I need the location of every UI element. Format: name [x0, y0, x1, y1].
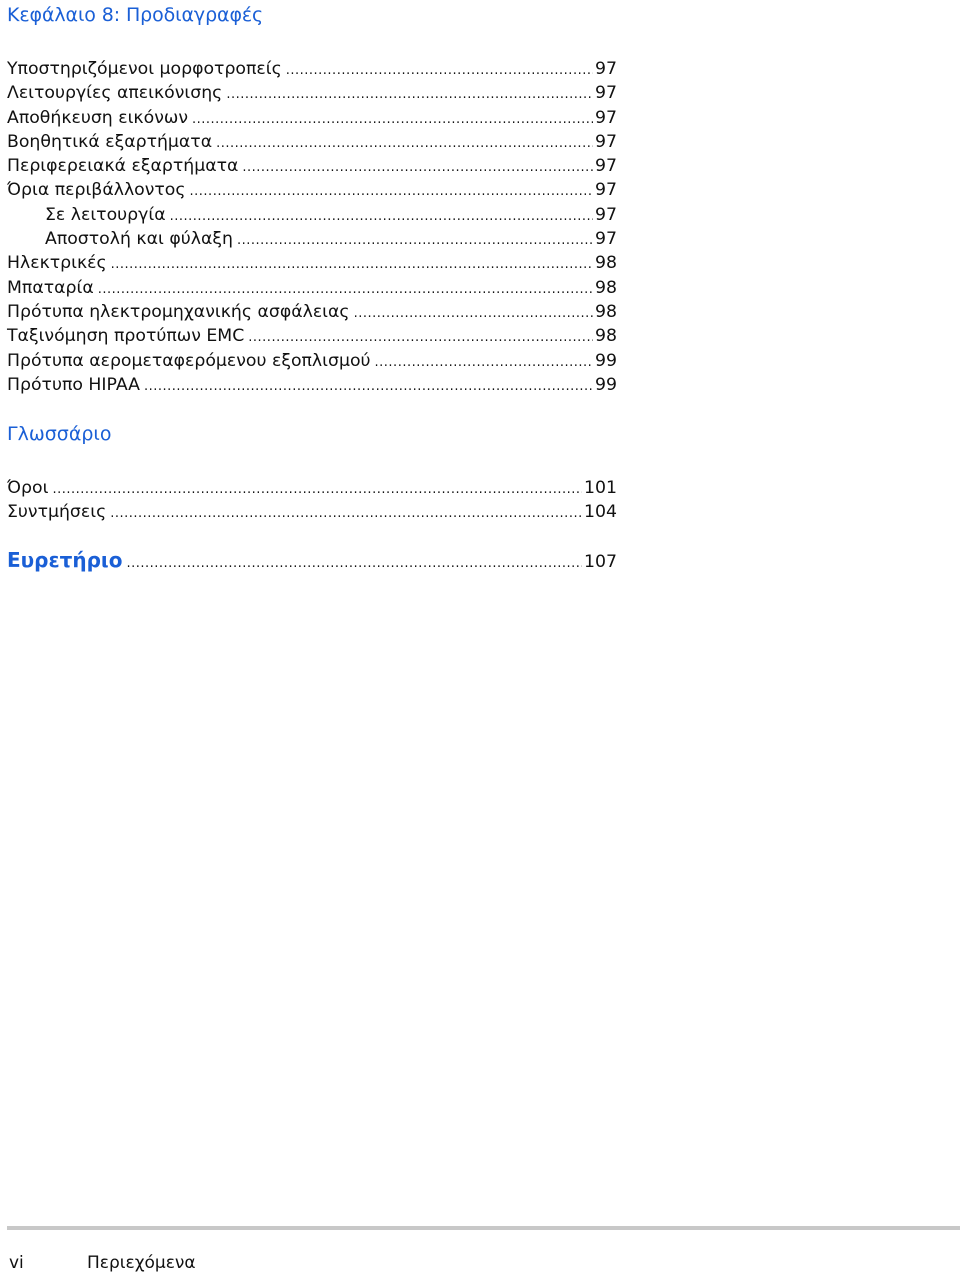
toc-entry-label: Βοηθητικά εξαρτήματα: [7, 131, 213, 152]
toc-entry-label: Πρότυπα αερομεταφερόμενου εξοπλισμού: [7, 350, 371, 371]
footer-section-title: Περιεχόμενα: [87, 1253, 196, 1273]
toc-entry-label: Όρια περιβάλλοντος: [7, 180, 186, 201]
index-toc-entry[interactable]: [7, 548, 617, 572]
glossary-toc-list: [7, 476, 617, 525]
toc-entry-label: Ταξινόμηση προτύπων EMC: [7, 326, 245, 347]
toc-entry-page: 98: [595, 326, 617, 347]
toc-entry[interactable]: [7, 476, 617, 500]
toc-entry[interactable]: [7, 500, 617, 524]
toc-entry[interactable]: [7, 130, 617, 154]
toc-entry-page: 97: [595, 180, 617, 201]
toc-entry-label: Αποστολή και φύλαξη: [45, 229, 233, 250]
toc-entry-label: Αποθήκευση εικόνων: [7, 107, 188, 128]
toc-entry-page: 98: [595, 253, 617, 274]
toc-dot-leader: [248, 326, 593, 350]
toc-entry-page: 97: [595, 59, 617, 79]
toc-entry-label: Όροι: [7, 478, 49, 498]
chapter-toc-list: [7, 57, 617, 397]
toc-entry[interactable]: [7, 251, 617, 275]
toc-dot-leader: [190, 180, 593, 204]
toc-entry[interactable]: [7, 178, 617, 202]
toc-entry[interactable]: [7, 373, 617, 397]
toc-dot-leader: [286, 59, 593, 83]
toc-entry-page: 97: [595, 131, 617, 152]
footer-divider: [7, 1226, 960, 1230]
toc-entry-page: 101: [584, 478, 617, 498]
toc-entry-label: Μπαταρία: [7, 277, 94, 298]
toc-dot-leader: [144, 375, 593, 399]
toc-entry-label: Υποστηριζόμενοι μορφοτροπείς: [7, 59, 282, 79]
footer-page-number: vi: [9, 1253, 24, 1273]
toc-entry-page: 97: [595, 229, 617, 250]
toc-dot-leader: [242, 156, 593, 180]
toc-dot-leader: [237, 229, 593, 253]
toc-dot-leader: [110, 502, 582, 526]
toc-entry-page: 97: [595, 156, 617, 177]
toc-dot-leader: [226, 83, 593, 107]
toc-dot-leader: [354, 302, 593, 326]
toc-entry-label: Ηλεκτρικές: [7, 253, 107, 274]
toc-entry-label: Περιφερειακά εξαρτήματα: [7, 156, 239, 177]
toc-entry-page: 97: [595, 204, 617, 225]
toc-dot-leader: [98, 278, 593, 302]
chapter-heading[interactable]: Κεφάλαιο 8: Προδιαγραφές: [7, 4, 264, 26]
toc-entry-label: Πρότυπα ηλεκτρομηχανικής ασφάλειας: [7, 301, 350, 322]
toc-entry-page: 99: [595, 350, 617, 371]
index-heading: Ευρετήριο: [7, 548, 123, 572]
toc-dot-leader: [375, 351, 593, 375]
toc-entry-page: 97: [595, 107, 617, 128]
toc-entry-label: Λειτουργίες απεικόνισης: [7, 83, 223, 104]
toc-dot-leader: [126, 556, 582, 571]
toc-entry[interactable]: [7, 300, 617, 324]
toc-entry[interactable]: [7, 324, 617, 348]
toc-entry-label: Συντμήσεις: [7, 502, 107, 523]
toc-dot-leader: [111, 253, 593, 277]
toc-dot-leader: [52, 478, 582, 502]
toc-entry-page: 98: [595, 277, 617, 298]
toc-dot-leader: [192, 108, 593, 132]
glossary-heading[interactable]: Γλωσσάριο: [7, 423, 112, 445]
toc-entry[interactable]: [7, 276, 617, 300]
toc-entry[interactable]: [7, 154, 617, 178]
toc-entry-label: Πρότυπο HIPAA: [7, 374, 140, 395]
toc-subentry[interactable]: [7, 203, 617, 227]
toc-entry[interactable]: [7, 81, 617, 105]
toc-entry[interactable]: [7, 106, 617, 130]
toc-entry[interactable]: [7, 57, 617, 81]
toc-entry-page: 98: [595, 301, 617, 322]
toc-dot-leader: [170, 205, 593, 229]
toc-entry-page: 104: [584, 502, 617, 523]
toc-entry-page: 97: [595, 83, 617, 104]
toc-entry[interactable]: [7, 349, 617, 373]
toc-entry-page: 99: [595, 374, 617, 395]
toc-dot-leader: [216, 132, 593, 156]
toc-entry-page: 107: [584, 552, 617, 572]
toc-entry-label: Σε λειτουργία: [45, 204, 166, 225]
toc-subentry[interactable]: [7, 227, 617, 251]
